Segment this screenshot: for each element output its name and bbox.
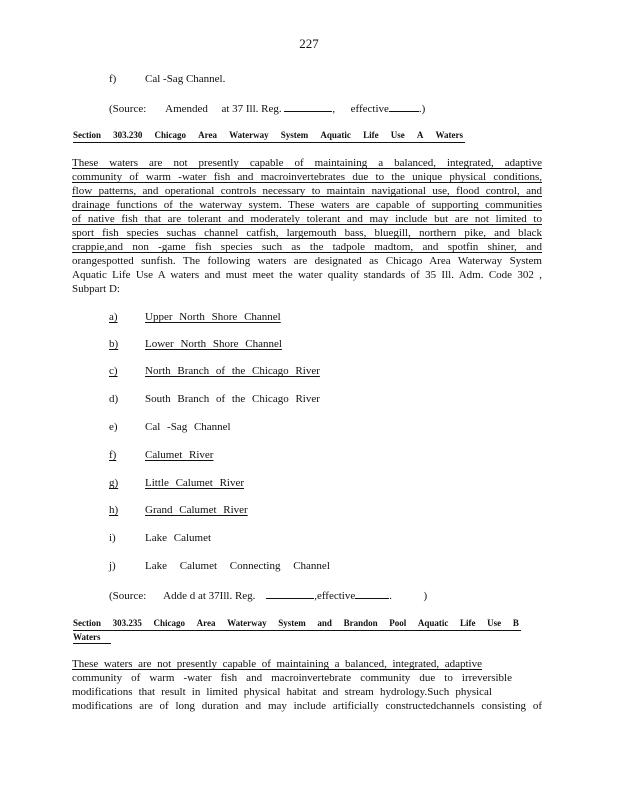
paragraph-line: Subpart D: — [72, 283, 120, 295]
paragraph-aquatic-life-use-b — [72, 657, 542, 713]
source-close: .) — [418, 103, 426, 115]
section-heading-word: B — [512, 618, 519, 628]
source-close: ) — [423, 590, 428, 602]
source-effective: effective — [350, 103, 389, 115]
list-item: Lake Calumet Connecting Channel — [145, 560, 330, 572]
section-heading-2-continued: Waters — [73, 632, 101, 642]
source-dot: . — [389, 590, 392, 602]
paragraph-line: community of warm -water fish and macroinvertebrates due to the unique physical conditions, — [72, 171, 542, 183]
section-heading-word: Life — [363, 130, 379, 140]
source-register: at 37 Ill. Reg. — [221, 103, 282, 115]
paragraph-line: flow patterns, and operational controls necessary to maintain navigational use, flood control, and — [72, 185, 542, 197]
section-heading-word: Section — [73, 130, 101, 140]
list-item-label: a) — [109, 311, 118, 323]
list-item: Cal -Sag Channel — [145, 421, 231, 433]
section-heading-word: A — [416, 130, 424, 140]
effective-blank — [355, 588, 389, 599]
top-item-text: Cal -Sag Channel. — [145, 73, 226, 85]
source-prefix: (Source: — [109, 103, 147, 115]
list-item: Lower North Shore Channel — [145, 338, 282, 350]
paragraph-line: modifications that result in limited physical habitat and stream hydrology.Such physical — [72, 686, 492, 698]
section-heading-underline — [73, 142, 465, 143]
section-heading-underline — [73, 643, 111, 644]
section-heading-word: Section — [73, 618, 101, 628]
section-heading-word: Waters — [435, 130, 463, 140]
register-blank — [266, 588, 314, 599]
paragraph-line: orangespotted sunfish. The following waters are designated as Chicago Area Waterway System — [72, 255, 542, 267]
paragraph-line: sport fish species suchas channel catfish, largemouth bass, bluegill, northern pike, and black — [72, 227, 542, 239]
section-heading-word: System — [280, 130, 309, 140]
paragraph-line: of native fish that are tolerant and moderately tolerant and may include but are not limited to — [72, 213, 542, 225]
source-note-2 — [109, 588, 427, 602]
source-effective: ,effective — [314, 590, 356, 602]
section-heading-word: Pool — [389, 618, 407, 628]
page-number: 227 — [299, 36, 319, 51]
section-heading-underline — [73, 630, 521, 631]
section-heading-word: Aquatic — [320, 130, 351, 140]
source-comma: , — [332, 103, 336, 115]
section-heading-word: Area — [198, 130, 217, 140]
list-item-label: c) — [109, 365, 118, 377]
source-prefix: (Source: — [109, 590, 147, 602]
section-heading-word: Chicago — [153, 618, 186, 628]
paragraph-aquatic-life-use-a — [72, 156, 542, 296]
paragraph-line: Aquatic Life Use A waters and must meet the water quality standards of 35 Ill. Adm. Code 302 , — [72, 269, 542, 281]
paragraph-line: community of warm -water fish and macroinvertebrate community due to irreversible — [72, 672, 512, 684]
source-note-1 — [109, 101, 425, 115]
section-heading-word: Chicago — [154, 130, 187, 140]
section-heading-word: System — [278, 618, 306, 628]
list-item-label: d) — [109, 393, 119, 405]
top-item-label: f) — [109, 73, 117, 85]
section-heading-word: Life — [460, 618, 476, 628]
list-item-label: e) — [109, 421, 118, 433]
paragraph-line: drainage functions of the waterway system. These waters are capable of supporting communities — [72, 199, 542, 211]
section-heading-2 — [73, 618, 519, 628]
section-heading-word: Area — [196, 618, 216, 628]
list-item: Upper North Shore Channel — [145, 311, 281, 323]
list-item-label: f) — [109, 449, 117, 461]
section-heading-word: Waterway — [227, 618, 267, 628]
effective-blank — [389, 101, 419, 112]
list-item: Lake Calumet — [145, 532, 212, 544]
section-heading-word: and — [317, 618, 332, 628]
section-heading-word: 303.235 — [112, 618, 142, 628]
section-heading-word: 303.230 — [113, 130, 143, 140]
list-item-label: j) — [109, 560, 116, 572]
paragraph-line: modifications are of long duration and may include artificially constructedchannels consisting of — [72, 700, 542, 712]
paragraph-line: These waters are not presently capable of maintaining a balanced, integrated, adaptive — [72, 157, 542, 169]
list-item-label: b) — [109, 338, 119, 350]
list-item: South Branch of the Chicago River — [145, 393, 320, 405]
source-amended: Amended — [165, 103, 208, 115]
section-heading-word: Brandon — [343, 618, 378, 628]
list-item: Grand Calumet River — [145, 504, 248, 516]
register-blank — [284, 101, 332, 112]
paragraph-line: These waters are not presently capable of maintaining a balanced, integrated, adaptive — [72, 658, 482, 670]
list-item-label: i) — [109, 532, 116, 544]
list-item: Calumet River — [145, 449, 214, 461]
list-item: North Branch of the Chicago River — [145, 365, 320, 377]
list-item: Little Calumet River — [145, 477, 245, 489]
list-item-label: g) — [109, 477, 119, 489]
section-heading-1 — [73, 130, 463, 140]
section-heading-word: Use — [390, 130, 405, 140]
paragraph-line: crappie,and non -game fish species such as the tadpole madtom, and spotfin shiner, and — [72, 241, 542, 253]
section-heading-word: Use — [487, 618, 502, 628]
section-heading-word: Waterway — [229, 130, 269, 140]
section-heading-word: Aquatic — [417, 618, 449, 628]
list-item-label: h) — [109, 504, 119, 516]
source-added: Adde d at 37Ill. Reg. — [163, 590, 256, 602]
